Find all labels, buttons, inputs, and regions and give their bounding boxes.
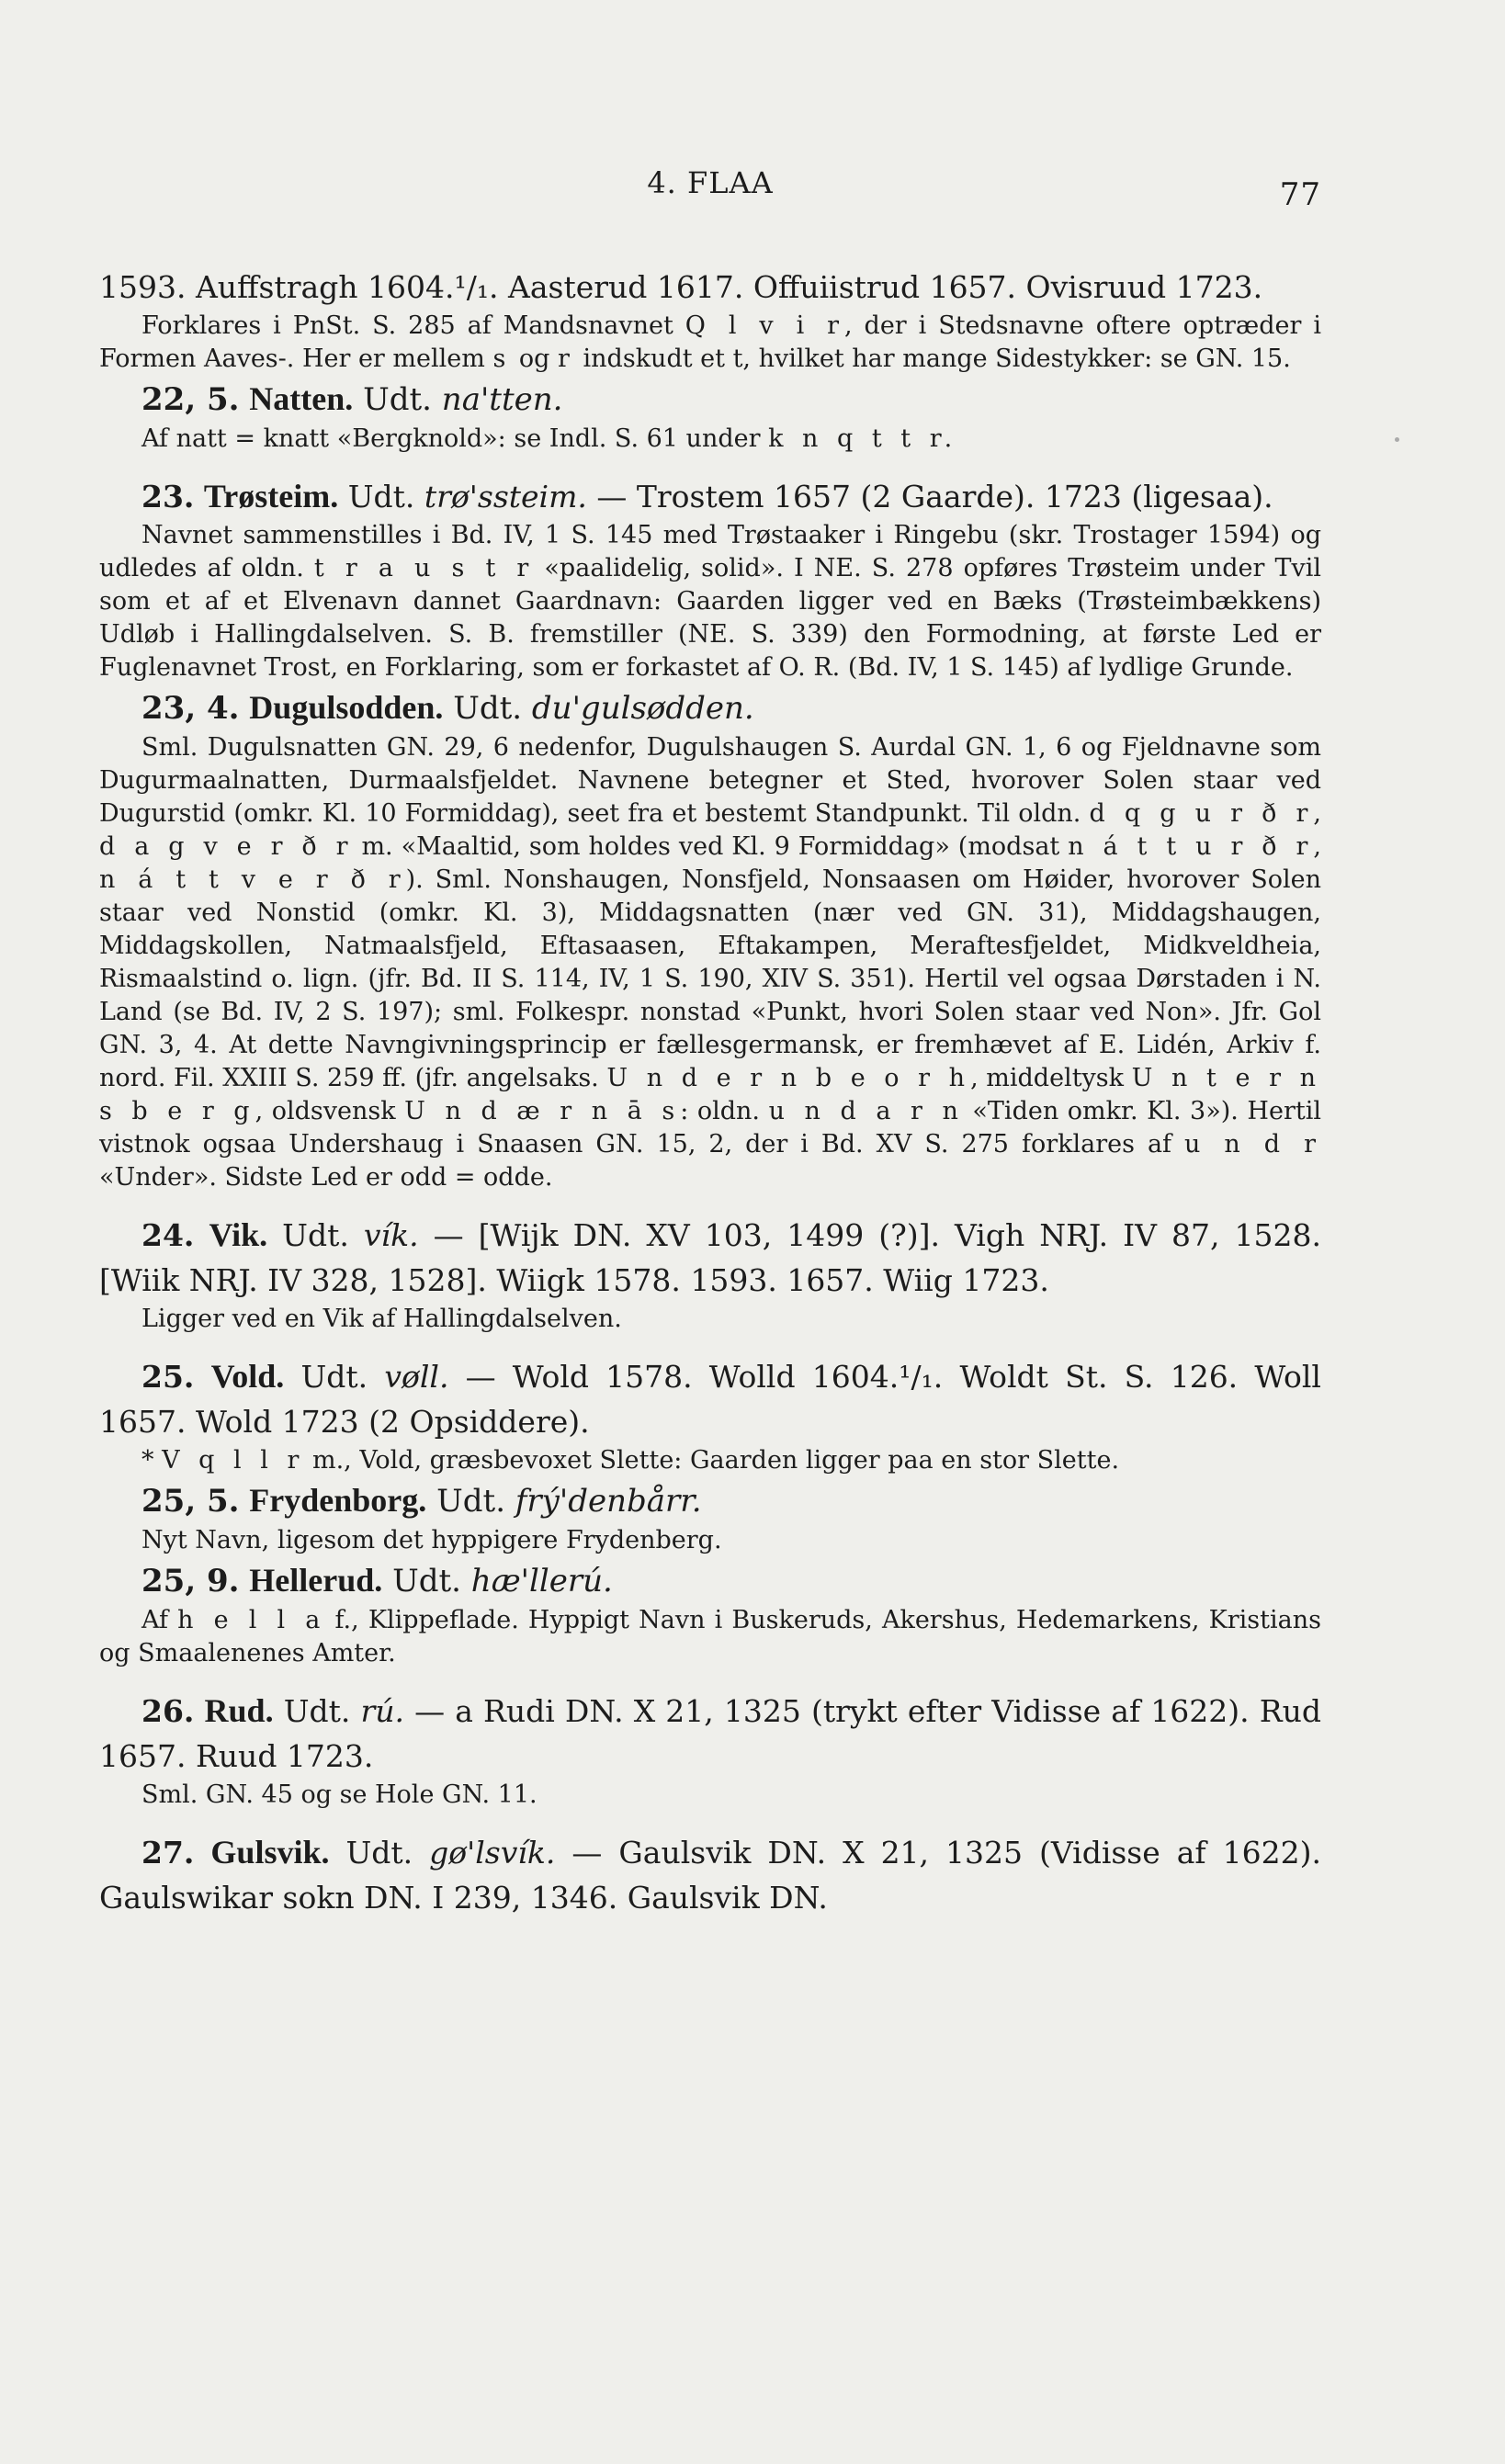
entry-number: 26.: [141, 1693, 195, 1729]
entry-forms: — Gaulsvik DN. X 21, 1325 (Vidisse af 1622). Gaulswikar sokn DN. I 239, 1346. Gaulsvik DN.: [99, 1835, 1321, 1916]
entry-vik-note: Ligger ved en Vik af Hallingdalselven.: [141, 1305, 622, 1333]
intro-forms: 1593. Auffstragh 1604.¹/₁. Aasterud 1617. Offuiistrud 1657. Ovisruud 1723.: [99, 269, 1263, 305]
pronunciation: frý'denbårr.: [515, 1483, 702, 1520]
entry-gulsvik: 27. Gulsvik. Udt. gø'lsvík. — Gaulsvik DN. X 21, 1325 (Vidisse af 1622). Gaulswikar sokn DN. I 239, 1346. Gaulsvik DN.: [99, 1834, 1321, 1916]
entry-name: Dugulsodden.: [249, 689, 444, 726]
entry-name: Vik.: [209, 1216, 268, 1253]
entry-rud-note: Sml. GN. 45 og se Hole GN. 11.: [141, 1780, 538, 1809]
entry-number: 25, 5.: [141, 1483, 240, 1520]
pronunciation: rú.: [360, 1693, 405, 1729]
speck: [1395, 437, 1399, 442]
entry-number: 24.: [141, 1217, 195, 1253]
entry-number: 22, 5.: [141, 381, 240, 418]
entry-forms: — a Rudi DN. X 21, 1325 (trykt efter Vidisse af 1622). Rud 1657. Ruud 1723.: [99, 1693, 1321, 1774]
entry-vold: 25. Vold. Udt. vøll. — Wold 1578. Wolld 1604.¹/₁. Woldt St. S. 126. Woll 1657. Wold 1723 (2 Opsiddere).: [99, 1358, 1321, 1440]
pronunciation: gø'lsvík.: [429, 1835, 556, 1871]
pronunciation: vík.: [363, 1217, 419, 1253]
entry-number: 23, 4.: [141, 690, 240, 727]
page-number: 77: [1279, 176, 1321, 213]
entry-frydenborg: 25, 5. Frydenborg. Udt. frý'denbårr.: [141, 1482, 702, 1520]
intro-note: Forklares i PnSt. S. 285 af Mandsnavnet Q l v i r, der i Stedsnavne oftere optræder i Formen Aaves-. Her er mellem s og r indskudt et t, hvilket har mange Sidestykker: se GN. 15.: [99, 311, 1321, 373]
entry-natten: 22, 5. Natten. Udt. na'tten.: [141, 380, 563, 418]
entry-vold-note: * V q l l r m., Vold, græsbevoxet Slette: Gaarden ligger paa en stor Slette.: [141, 1446, 1120, 1475]
chapter-title: 4. FLAA: [647, 165, 774, 200]
entry-number: 25, 9.: [141, 1563, 240, 1599]
entry-natten-note: Af natt = knatt «Bergknold»: se Indl. S. 61 under k n q t t r.: [141, 424, 958, 453]
entry-name: Trøsteim.: [203, 478, 339, 514]
entry-name: Frydenborg.: [249, 1482, 427, 1519]
pronunciation: trø'ssteim.: [424, 479, 587, 514]
entry-forms: — [Wijk DN. XV 103, 1499 (?)]. Vigh NRJ. IV 87, 1528. [Wiik NRJ. IV 328, 1528]. Wiigk 1578. 1593. 1657. Wiig 1723.: [99, 1217, 1321, 1298]
pronunciation: hæ'llerú.: [470, 1563, 613, 1599]
entry-name: Gulsvik.: [210, 1834, 330, 1871]
entry-forms: — Wold 1578. Wolld 1604.¹/₁. Woldt St. S. 126. Woll 1657. Wold 1723 (2 Opsiddere).: [99, 1359, 1321, 1440]
entry-name: Vold.: [210, 1358, 285, 1395]
entry-number: 23.: [141, 479, 195, 514]
entry-trosteim: 23. Trøsteim. Udt. trø'ssteim. — Trostem 1657 (2 Gaarde). 1723 (ligesaa).: [141, 478, 1273, 514]
entry-hellerud-note: Af h e l l a f., Klippeflade. Hyppigt Navn i Buskeruds, Akershus, Hedemarkens, Kristians og Smaalenenes Amter.: [99, 1606, 1321, 1667]
entry-hellerud: 25, 9. Hellerud. Udt. hæ'llerú.: [141, 1562, 613, 1599]
entry-rud: 26. Rud. Udt. rú. — a Rudi DN. X 21, 1325 (trykt efter Vidisse af 1622). Rud 1657. Ruud 1723.: [99, 1692, 1321, 1774]
entry-number: 25.: [141, 1359, 195, 1395]
pronunciation: vøll.: [384, 1359, 449, 1395]
entry-dugulsodden-note: Sml. Dugulsnatten GN. 29, 6 nedenfor, Dugulshaugen S. Aurdal GN. 1, 6 og Fjeldnavne som Dugurmaalnatten, Durmaalsfjeldet. Navnene betegner et Sted, hvorover Solen staar ved Dugurstid (omkr. Kl. 10 Formiddag), seet fra et bestemt Standpunkt. Til oldn. d q g u r ð r, d a g v e r ð r m. «Maaltid, som holdes ved Kl. 9 Formiddag» (modsat n á t t u r ð r, n á t t v e r ð r). Sml. Nonshaugen, Nonsfjeld, Nonsaasen om Høider, hvorover Solen staar ved Nonstid (omkr. Kl. 3), Middagsnatten (nær ved GN. 31), Middagshaugen, Middagskollen, Natmaalsfjeld, Eftasaasen, Eftakampen, Meraftesfjeldet, Midkveldheia, Rismaalstind o. lign. (jfr. Bd. II S. 114, IV, 1 S. 190, XIV S. 351). Hertil vel ogsaa Dørstaden i N. Land (se Bd. IV, 2 S. 197); sml. Folkespr. nonstad «Punkt, hvori Solen staar ved Non». Jfr. Gol GN. 3, 4. At dette Navngivningsprincip er fællesgermansk, er fremhævet af E. Lidén, Arkiv f. nord. Fil. XXIII S. 259 ff. (jfr. angelsaks. U n d e r n b e o r h, middeltysk U n t e r n s b e r g, oldsvensk U n d æ r n ā s: oldn. u n d a r n «Tiden omkr. Kl. 3»). Hertil vistnok ogsaa Undershaug i Snaasen GN. 15, 2, der i Bd. XV S. 275 forklares af u n d r «Under». Sidste Led er odd = odde.: [99, 733, 1321, 1192]
entry-trosteim-note: Navnet sammenstilles i Bd. IV, 1 S. 145 med Trøstaaker i Ringebu (skr. Trostager 1594) og udledes af oldn. t r a u s t r «paalidelig, solid». I NE. S. 278 opføres Trøsteim under Tvil som et af et Elvenavn dannet Gaardnavn: Gaarden ligger ved en Bæks (Trøsteimbækkens) Udløb i Hallingdalselven. S. B. fremstiller (NE. S. 339) den Formodning, at første Led er Fuglenavnet Trost, en Forklaring, som er forkastet af O. R. (Bd. IV, 1 S. 145) af lydlige Grunde.: [99, 521, 1321, 682]
entry-number: 27.: [141, 1835, 195, 1871]
pronunciation: na'tten.: [441, 381, 563, 418]
entry-name: Hellerud.: [249, 1562, 383, 1599]
entry-vik: 24. Vik. Udt. vík. — [Wijk DN. XV 103, 1499 (?)]. Vigh NRJ. IV 87, 1528. [Wiik NRJ. IV 328, 1528]. Wiigk 1578. 1593. 1657. Wiig 1723.: [99, 1216, 1321, 1298]
entry-name: Natten.: [249, 380, 354, 417]
running-header: [99, 165, 1321, 220]
entry-frydenborg-note: Nyt Navn, ligesom det hyppigere Frydenberg.: [141, 1526, 722, 1554]
page-body: [99, 265, 1321, 1920]
entry-name: Rud.: [204, 1692, 274, 1729]
pronunciation: du'gulsødden.: [531, 690, 754, 727]
entry-dugulsodden: 23, 4. Dugulsodden. Udt. du'gulsødden.: [141, 689, 754, 727]
entry-forms: — Trostem 1657 (2 Gaarde). 1723 (ligesaa).: [596, 479, 1273, 514]
